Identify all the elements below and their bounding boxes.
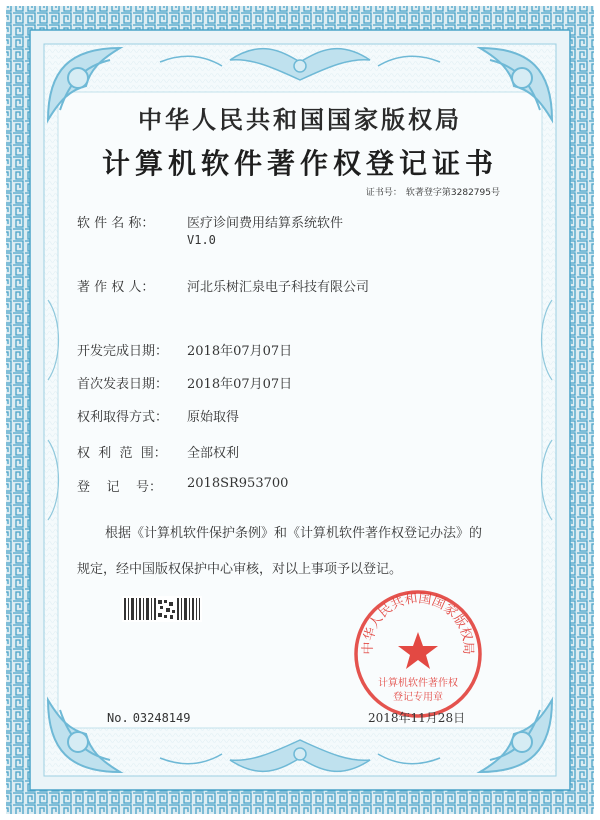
field-registration-number — [77, 476, 288, 495]
field-value: 全部权利 — [187, 446, 240, 461]
field-acquisition-method — [77, 406, 239, 425]
field-rights-scope — [77, 442, 239, 461]
legal-basis-paragraph — [77, 516, 547, 588]
software-name-value: 医疗诊间费用结算系统软件 — [187, 216, 344, 231]
seal-inner-line-2: 登记专用章 — [393, 692, 443, 703]
field-value: 2018SR953700 — [187, 476, 289, 491]
field-copyright-owner — [77, 276, 369, 295]
field-label: 软 件 名 称： — [77, 216, 155, 231]
field-software-name — [77, 212, 343, 247]
serial-number — [103, 711, 190, 725]
issuer-title: 中华人民共和国国家版权局 — [138, 105, 462, 134]
field-value: 河北乐树汇泉电子科技有限公司 — [187, 280, 370, 295]
barcode-image — [122, 596, 202, 622]
field-label: 权利取得方式： — [77, 410, 169, 425]
serial-number-value: 03248149 — [132, 711, 191, 725]
field-value: 原始取得 — [187, 410, 240, 425]
field-label: 权 利 范 围： — [77, 446, 167, 461]
field-value — [187, 212, 343, 247]
paragraph-line-1-text: 根据《计算机软件保护条例》和《计算机软件著作权登记办法》的 — [105, 526, 483, 541]
field-development-date — [77, 340, 292, 359]
certificate-title: 计算机软件著作权登记证书 — [101, 147, 498, 180]
serial-number-label: No. — [107, 711, 129, 725]
field-label: 登 记 号： — [77, 480, 163, 495]
issue-date: 2018年11月28日 — [368, 711, 466, 725]
field-label: 首次发表日期： — [77, 377, 169, 392]
field-label: 著 作 权 人： — [77, 280, 155, 295]
paragraph-line-1 — [77, 516, 547, 552]
field-value: 2018年07月07日 — [187, 377, 293, 392]
field-publication-date — [77, 373, 292, 392]
software-version-value: V1.0 — [187, 233, 216, 247]
seal-inner-line-1: 计算机软件著作权 — [378, 678, 458, 689]
seal-star-icon — [398, 632, 438, 669]
field-label: 开发完成日期： — [77, 344, 169, 359]
certificate-number-value: 软著登字第3282795号 — [405, 188, 500, 198]
certificate-number-label: 证书号： — [365, 188, 402, 198]
seal-outer-text: 中华人民共和国国家版权局 — [360, 591, 476, 655]
field-value: 2018年07月07日 — [187, 344, 293, 359]
paragraph-line-2: 规定，经中国版权保护中心审核，对以上事项予以登记。 — [77, 562, 403, 577]
certificate-number — [362, 185, 500, 198]
official-red-seal — [352, 588, 484, 720]
